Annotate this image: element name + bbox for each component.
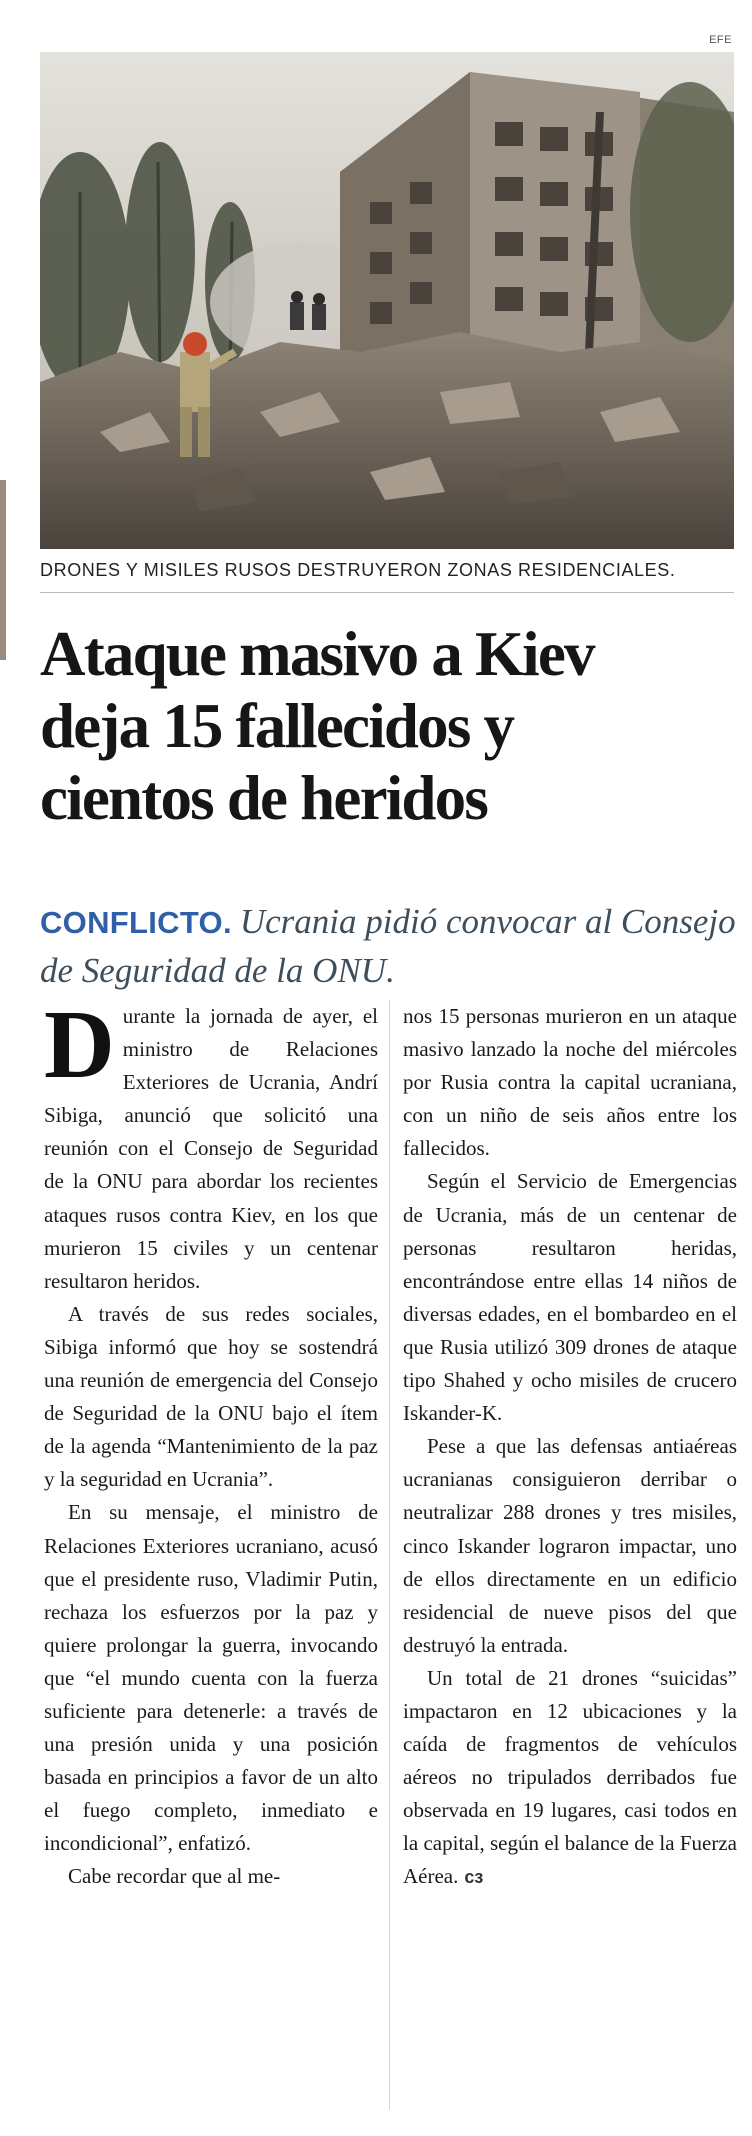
paragraph: Cabe recordar que al me- — [68, 1864, 281, 1889]
paragraph: A través de sus redes sociales, Sibiga informó que hoy se sostendrá una reunión de emergencia del Consejo de Seguridad de la ONU bajo el ítem de la agenda “Mantenimiento de la paz y la seguridad en Ucrania”. — [44, 1301, 378, 1492]
paragraph-text: Un total de 21 drones “suicidas” impactaron en 12 ubicaciones y la caída de fragmentos de vehículos aéreos no tripulados derribados fue observada en 19 lugares, casi todos en la capital, según el balance de la Fuerza Aérea. — [403, 1665, 737, 1889]
destroyed-building-image — [40, 52, 734, 549]
page-edge-strip — [0, 480, 6, 660]
deck-text: Ucrania pidió convocar al Consejo de Seguridad de la ONU. — [40, 902, 736, 990]
paragraph: En su mensaje, el ministro de Relaciones Exteriores ucraniano, acusó que el presidente ruso, Vladimir Putin, rechaza los esfuerzos por la paz y quiere prolongar la guerra, invocando que “el mundo cuenta con la fuerza suficiente para detenerle: a través de una presión unida y una posición basada en principios a favor de un alto el fuego completo, inmediato e incondicional”, enfatizó. — [44, 1500, 378, 1856]
photo-caption: DRONES Y MISILES RUSOS DESTRUYERON ZONAS RESIDENCIALES. — [40, 560, 676, 580]
paragraph: nos 15 personas murieron en un ataque masivo lanzado la noche del miércoles por Rusia contra la capital ucraniana, con un niño de seis años entre los fallecidos. — [403, 1004, 737, 1161]
paragraph — [403, 1662, 737, 1895]
headline-line-1: Ataque masivo a Kiev — [40, 619, 594, 689]
paragraph-text: urante la jornada de ayer, el ministro de Relaciones Exteriores de Ucrania, Andrí Sibiga, anunció que solicitó una reunión con el Consejo de Seguridad de la ONU para abordar los recientes ataques rusos contra Kiev, en los que murieron 15 civiles y un centenar resultaron heridos. — [44, 1004, 378, 1293]
caption-divider — [40, 592, 734, 593]
deck — [40, 898, 740, 995]
paragraph: Pese a que las defensas antiaéreas ucranianas consiguieron derribar o neutralizar 288 drones y tres misiles, cinco Iskander lograron impactar, uno de ellos directamente en un edificio residencial de nueve pisos del que destruyó la entrada. — [403, 1434, 737, 1657]
column-divider — [389, 1000, 390, 2110]
news-photo — [40, 52, 734, 549]
headline-line-2: deja 15 fallecidos y — [40, 691, 514, 761]
headline — [40, 618, 740, 834]
paragraph: Según el Servicio de Emergencias de Ucrania, más de un centenar de personas resultaron heridas, encontrándose entre ellas 14 niños de diversas edades, en el bombardeo en el que Rusia utilizó 309 drones de ataque tipo Shahed y ocho misiles de crucero Iskander-K. — [403, 1169, 737, 1426]
photo-credit: EFE — [709, 34, 732, 46]
end-mark-icon: ᴄᴈ — [464, 1867, 484, 1888]
headline-line-3: cientos de heridos — [40, 763, 488, 833]
article-column-left — [44, 991, 378, 1894]
deck-kicker: CONFLICTO. — [40, 905, 232, 940]
paragraph — [44, 991, 378, 1298]
drop-cap: D — [44, 991, 115, 1099]
article-column-right — [403, 1000, 737, 1895]
